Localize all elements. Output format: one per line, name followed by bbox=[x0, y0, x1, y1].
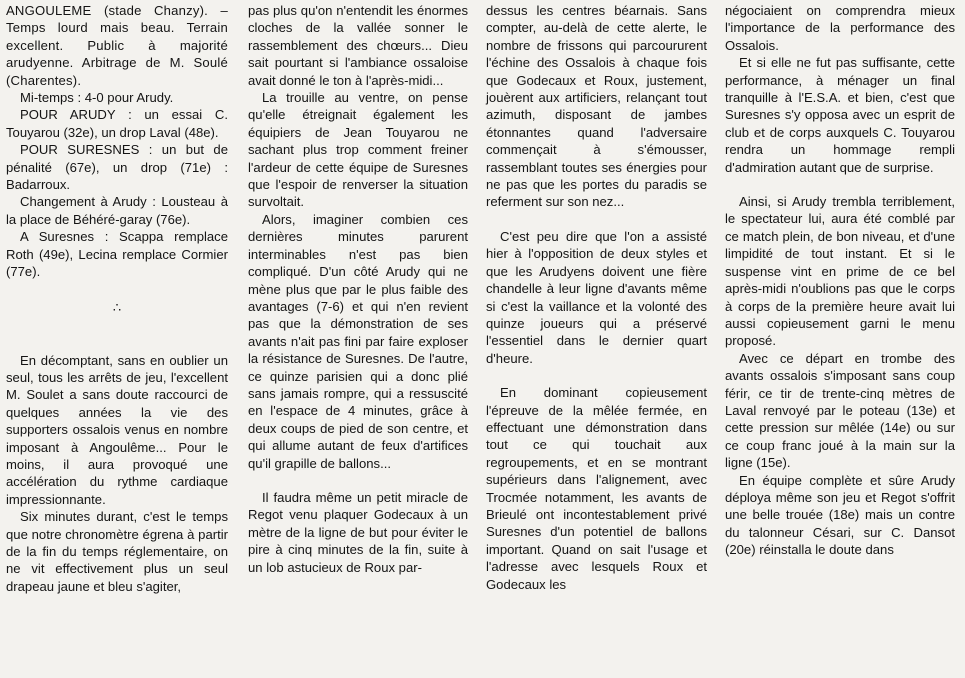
body-paragraph: En décomptant, sans en oublier un seul, tous les arrêts de jeu, l'excellent M. Soulet a sans doute raccourci de quelques années la vie des supporters ossalois venus en nombre imposant à Angoulême... Pour le moins, il aura provoqué une accélération du rythme cardiaque impressionnante. bbox=[6, 352, 228, 507]
body-paragraph: pas plus qu'on n'entendit les énormes cloches de la vallée sonner le rassemblement des chœurs... Dieu sait pourtant si l'ambiance ossaloise avait donné le ton à l'après-midi... bbox=[248, 3, 468, 88]
body-paragraph: En dominant copieusement l'épreuve de la mêlée fermée, en effectuant une démonstration dans tout ce qui touchait aux regroupements, et en se montrant supérieurs dans l'alignement, avec Trocmée notamment, les avants de Brieulé ont incontestablement privé Suresnes d'un potentiel de ballons important. Quand on sait l'usage et l'adresse avec lesquels Roux et Godecaux les bbox=[486, 385, 707, 592]
column-1 bbox=[6, 2, 242, 678]
column-3 bbox=[480, 2, 719, 678]
body-paragraph: La trouille au ventre, on pense qu'elle étreignait également les équipiers de Jean Touyarou ne sachant plus trop comment freiner l'ardeur de cette équipe de Suresnes que l'espoir de renverser la situation survoltait. bbox=[248, 90, 468, 210]
scorers-suresnes: POUR SURESNES : un but de pénalité (67e), un drop (71e) : Badarroux. bbox=[6, 142, 228, 193]
column-4 bbox=[719, 2, 955, 678]
section-separator-icon: ∴ bbox=[112, 299, 122, 315]
scorers-arudy: POUR ARUDY : un essai C. Touyarou (32e), un drop Laval (48e). bbox=[6, 107, 228, 140]
body-paragraph: Il faudra même un petit miracle de Regot venu plaquer Godecaux à un mètre de la ligne de but pour éviter le pire à cinq minutes de la fin, suite à un lob astucieux de Roux par- bbox=[248, 489, 468, 575]
body-paragraph: Six minutes durant, c'est le temps que notre chronomètre égrena à partir de la fin du temps réglementaire, on ne vit effectivement plus un seul drapeau jaune et bleu s'agiter, bbox=[6, 509, 228, 594]
substitution-suresnes: A Suresnes : Scappa remplace Roth (49e), Lecina remplace Cormier (77e). bbox=[6, 229, 228, 280]
body-paragraph: dessus les centres béarnais. Sans compter, au-delà de cette alerte, le nombre de frissons qui parcoururent l'échine des Ossalois à chaque fois que Godecaux et Roux, justement, jouèrent aux artificiers, relançant tout azimuth, disposant de jambes étonnantes quand l'adversaire commençait à s'émousser, rassemblant toutes ses énergies pour ne pas que les portes du paradis se referment sur son nez... bbox=[486, 3, 707, 210]
body-paragraph: En équipe complète et sûre Arudy déploya même son jeu et Regot s'offrit une belle trouée (18e) mais un contre du talonneur Césari, sur C. Dansot (20e) réinstalla le doute dans bbox=[725, 472, 955, 558]
body-paragraph: négociaient on comprendra mieux l'importance de la performance des Ossalois. bbox=[725, 3, 955, 53]
body-paragraph: Alors, imaginer combien ces dernières minutes parurent interminables n'est pas bien compliqué. D'un côté Arudy qui ne mène plus que par le plus faible des avantages (7-6) et qui n'en revient pas que la démonstration de ses avants n'ait pas fini par faire exploser la résistance de Suresnes. De l'autre, ce quinze parisien qui a donc plié sans jamais rompre, qui a ressuscité en l'espace de 4 minutes, grâce à deux coups de pied de son centre, et qui allume autant de feux d'artifices qu'il grapille de ballons... bbox=[248, 211, 468, 471]
substitution-arudy: Changement à Arudy : Lousteau à la place de Béhéré-garay (76e). bbox=[6, 194, 228, 227]
column-2 bbox=[242, 2, 480, 678]
body-paragraph: Et si elle ne fut pas suffisante, cette performance, à ménager un final tranquille à l'E.S.A. et bien, c'est que Suresnes s'y opposa avec un esprit de club et de corps auxquels C. Touyarou rendra un hommage rempli d'admiration autant que de surprise. bbox=[725, 55, 955, 175]
match-header: ANGOULEME (stade Chanzy). – Temps lourd mais beau. Terrain excellent. Public à majorité arudyenne. Arbitrage de M. Soulé (Charentes). bbox=[6, 3, 228, 88]
body-paragraph: C'est peu dire que l'on a assisté hier à l'opposition de deux styles et que les Arudyens doivent une fière chandelle à leur ligne d'avants même si c'est la vaillance et la volonté des quinze joueurs qui a préservé l'essentiel dans le dernier quart d'heure. bbox=[486, 228, 707, 366]
body-paragraph: Ainsi, si Arudy trembla terriblement, le spectateur lui, aura été comblé par ce match plein, de bon niveau, et d'une limpidité de tout instant. Et si le suspense vint en prime de ce bel après-midi n'oublions pas que le corps à corps de la première heure avait lui aussi copieusement garni le menu proposé. bbox=[725, 194, 955, 349]
half-time-score: Mi-temps : 4-0 pour Arudy. bbox=[20, 90, 174, 106]
body-paragraph: Avec ce départ en trombe des avants ossalois s'imposant sans coup férir, ce tir de trente-cinq mètres de Laval renvoyé par le poteau (13e) et cette pression sur mêlée (14e) ou sur ce coup franc joué à la main sur la ligne (15e). bbox=[725, 350, 955, 471]
